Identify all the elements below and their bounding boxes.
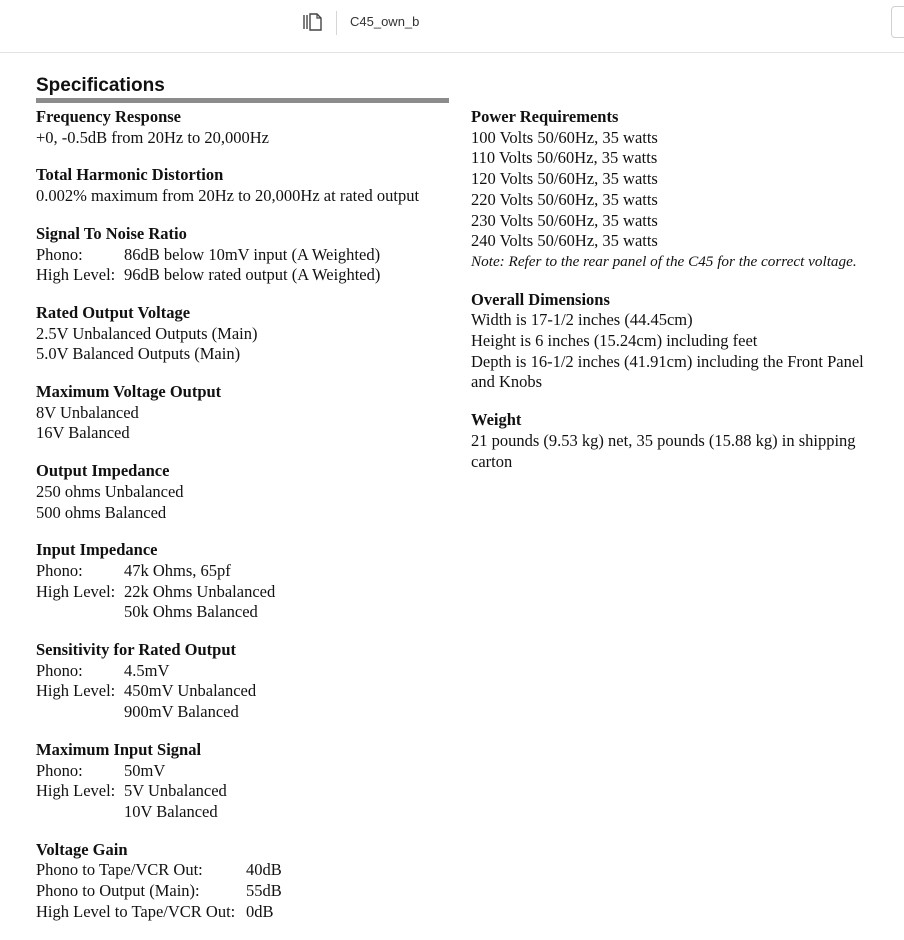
spec-row	[36, 582, 456, 603]
spec-line: 110 Volts 50/60Hz, 35 watts	[471, 148, 658, 168]
spec-block-overall-dimensions	[471, 290, 891, 394]
document-page	[0, 53, 904, 921]
spec-block-output-impedance	[36, 461, 456, 523]
spec-row-value: 10V Balanced	[124, 801, 218, 821]
spec-row-label: Phono:	[36, 760, 83, 780]
spec-row-label	[36, 802, 124, 823]
document-title: C45_own_b	[350, 14, 420, 29]
spec-line: carton	[471, 451, 513, 471]
spec-row-value: 22k Ohms Unbalanced	[124, 581, 276, 601]
spec-row	[36, 245, 456, 266]
spec-block-power-requirements	[471, 107, 891, 273]
spec-row-label: High Level:	[36, 265, 116, 285]
section-title: Specifications	[36, 75, 165, 96]
spec-row-value: 96dB below rated output (A Weighted)	[124, 265, 381, 285]
spec-block-sensitivity-for-rated-output	[36, 640, 456, 723]
spec-line: 21 pounds (9.53 kg) net, 35 pounds (15.88 kg) in shipping	[471, 430, 856, 450]
spec-line: 100 Volts 50/60Hz, 35 watts	[471, 127, 658, 147]
spec-heading: Weight	[471, 410, 522, 430]
spec-heading: Overall Dimensions	[471, 289, 610, 309]
spec-line: Width is 17-1/2 inches (44.45cm)	[471, 310, 693, 330]
spec-row-value: 50k Ohms Balanced	[124, 602, 258, 622]
right-spec-column	[471, 107, 891, 489]
spec-line: Depth is 16-1/2 inches (41.91cm) including the Front Panel	[471, 351, 864, 371]
toolbar-divider	[336, 11, 337, 35]
spec-heading: Frequency Response	[36, 107, 181, 126]
spec-line: Height is 6 inches (15.24cm) including feet	[471, 331, 758, 351]
spec-row-value: 86dB below 10mV input (A Weighted)	[124, 244, 381, 264]
spec-block-signal-to-noise-ratio	[36, 224, 456, 286]
spec-row-label: High Level:	[36, 681, 116, 701]
spec-block-frequency-response	[36, 107, 456, 148]
spec-heading: Output Impedance	[36, 461, 170, 481]
spec-line: 0.002% maximum from 20Hz to 20,000Hz at rated output	[36, 186, 420, 206]
spec-row-label	[36, 702, 124, 723]
section-rule	[36, 98, 449, 103]
spec-row	[36, 265, 456, 286]
spec-row-label: High Level:	[36, 581, 116, 601]
spec-line: 220 Volts 50/60Hz, 35 watts	[471, 189, 658, 209]
spec-line: +0, -0.5dB from 20Hz to 20,000Hz	[36, 127, 269, 147]
spec-line: 250 ohms Unbalanced	[36, 481, 184, 501]
spec-line: 500 ohms Balanced	[36, 502, 167, 522]
spec-heading: Rated Output Voltage	[36, 302, 191, 322]
spec-row-value: 55dB	[246, 881, 282, 901]
spec-line: 16V Balanced	[36, 423, 130, 443]
spec-note: Note: Refer to the rear panel of the C45 for the correct voltage.	[471, 252, 857, 270]
spec-row	[36, 881, 456, 902]
spec-row	[36, 702, 456, 723]
spec-row-value: 40dB	[246, 860, 282, 880]
spec-row	[36, 781, 456, 802]
spec-block-rated-output-voltage	[36, 303, 456, 365]
spec-row-label: Phono:	[36, 560, 83, 580]
spec-row-value: 4.5mV	[124, 660, 170, 680]
spec-row-label: High Level:	[36, 781, 116, 801]
spec-heading: Sensitivity for Rated Output	[36, 640, 236, 660]
spec-row-label: Phono:	[36, 244, 83, 264]
spec-line: 230 Volts 50/60Hz, 35 watts	[471, 210, 658, 230]
spec-row	[36, 761, 456, 782]
spec-row-value: 5V Unbalanced	[124, 781, 227, 801]
spec-block-input-impedance	[36, 540, 456, 623]
spec-line: 240 Volts 50/60Hz, 35 watts	[471, 231, 658, 251]
spec-row	[36, 902, 456, 923]
spec-row-value: 450mV Unbalanced	[124, 681, 257, 701]
spec-block-total-harmonic-distortion	[36, 165, 456, 206]
spec-heading: Maximum Input Signal	[36, 739, 202, 759]
spec-line: 120 Volts 50/60Hz, 35 watts	[471, 169, 658, 189]
spec-heading: Maximum Voltage Output	[36, 382, 222, 402]
page-view-icon[interactable]	[302, 12, 324, 32]
spec-line: 8V Unbalanced	[36, 402, 139, 422]
spec-line: 5.0V Balanced Outputs (Main)	[36, 344, 241, 364]
spec-row-label: Phono:	[36, 660, 83, 680]
spec-heading: Total Harmonic Distortion	[36, 165, 224, 185]
spec-block-maximum-voltage-output	[36, 382, 456, 444]
spec-row	[36, 602, 456, 623]
spec-row-label	[36, 602, 124, 623]
spec-heading: Voltage Gain	[36, 839, 128, 859]
spec-block-voltage-gain	[36, 840, 456, 923]
spec-row	[36, 802, 456, 823]
viewer-toolbar	[0, 0, 904, 53]
spec-row-label: Phono to Output (Main):	[36, 881, 200, 901]
spec-block-maximum-input-signal	[36, 740, 456, 823]
left-spec-column	[36, 107, 456, 940]
spec-row	[36, 661, 456, 682]
spec-heading: Signal To Noise Ratio	[36, 223, 187, 243]
spec-row-label: High Level to Tape/VCR Out:	[36, 901, 236, 921]
spec-heading: Input Impedance	[36, 540, 158, 560]
spec-row-value: 0dB	[246, 901, 274, 921]
spec-heading: Power Requirements	[471, 107, 619, 126]
spec-row-value: 900mV Balanced	[124, 702, 239, 722]
spec-row	[36, 681, 456, 702]
spec-line: and Knobs	[471, 372, 543, 392]
spec-row	[36, 561, 456, 582]
spec-row-value: 47k Ohms, 65pf	[124, 560, 231, 580]
toolbar-action-button[interactable]	[891, 6, 904, 38]
spec-row-value: 50mV	[124, 760, 166, 780]
spec-line: 2.5V Unbalanced Outputs (Main)	[36, 323, 258, 343]
spec-block-weight	[471, 410, 891, 472]
spec-row-label: Phono to Tape/VCR Out:	[36, 860, 203, 880]
spec-row	[36, 860, 456, 881]
